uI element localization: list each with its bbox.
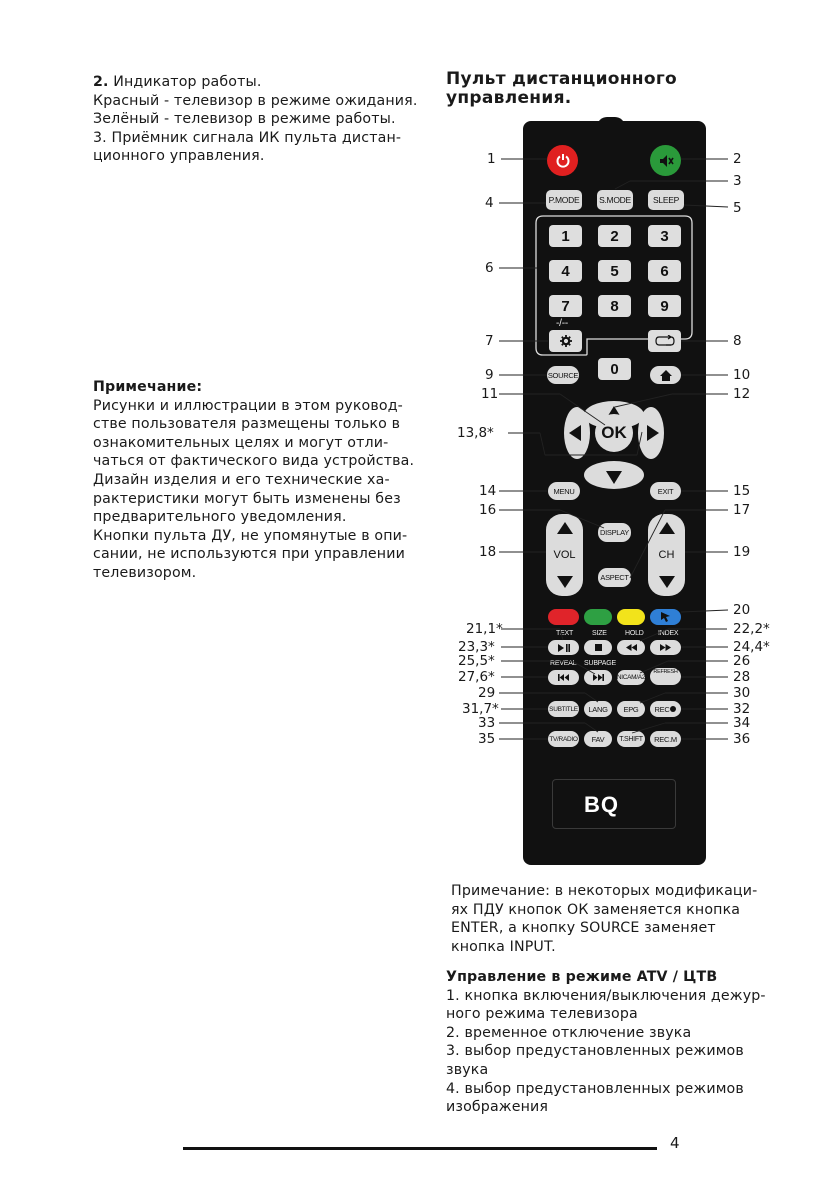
callout-35: 35 <box>478 731 496 747</box>
brand-logo: BQ <box>584 792 619 817</box>
note-line: кнопка INPUT. <box>451 938 556 955</box>
note-line: стве пользователя размещены только в <box>93 416 401 433</box>
digit-8-button: 8 <box>598 295 631 317</box>
callout-23-3: 23,3* <box>458 639 495 655</box>
note-line: ях ПДУ кнопок ОК заменяется кнопка <box>451 901 741 918</box>
callout-32: 32 <box>733 701 751 717</box>
callout-10: 10 <box>733 367 751 383</box>
note-line: Рисунки и иллюстрации в этом руковод- <box>93 397 403 414</box>
gear-icon <box>560 335 572 347</box>
subpage-label: SUBPAGE <box>584 660 616 667</box>
mute-button <box>650 145 681 176</box>
callout-4: 4 <box>485 195 494 211</box>
indicator-line-1 <box>93 73 428 92</box>
indicator-description <box>93 73 428 166</box>
digit-6-button: 6 <box>648 260 681 282</box>
callout-28: 28 <box>733 669 751 685</box>
section-heading: Управление в режиме ATV / ЦТВ <box>446 969 718 985</box>
nicam-button: NICAM/A2 <box>617 670 645 685</box>
note-line: чаться от фактического вида устройства. <box>93 453 415 470</box>
indicator-line-4: 3. Приёмник сигнала ИК пульта дистан- <box>93 129 402 146</box>
callout-27-6: 27,6* <box>458 669 495 685</box>
refresh-button: REFRESH <box>650 668 681 685</box>
next-button <box>584 670 612 685</box>
note-line: ознакомительных целях и могут отли- <box>93 434 389 451</box>
list-line: 2. временное отключение звука <box>446 1024 692 1041</box>
note-line: Примечание: в некоторых модификаци- <box>451 883 758 899</box>
previous-button <box>548 670 579 685</box>
hold-label: HOLD <box>625 630 644 637</box>
cursor-icon <box>661 612 670 622</box>
rec-label: REC <box>654 704 670 714</box>
callout-18: 18 <box>479 544 497 560</box>
size-label: SIZE <box>592 630 607 637</box>
callout-14: 14 <box>479 483 497 499</box>
note-line: рактеристики могут быть изменены без <box>93 490 401 507</box>
digit-3-button: 3 <box>648 225 681 247</box>
remote-section-title <box>446 70 677 108</box>
callout-16: 16 <box>479 502 497 518</box>
page-number: 4 <box>670 1134 680 1152</box>
tshift-button: T.SHIFT <box>617 731 645 747</box>
callout-31-7: 31,7* <box>462 701 499 717</box>
recall-icon <box>654 335 676 347</box>
rewind-button <box>617 640 645 655</box>
callout-13-8: 13,8* <box>457 425 494 441</box>
navigation-dpad <box>561 397 667 493</box>
list-line: 4. выбор предустановленных режимов <box>446 1080 744 1097</box>
enter-input-note <box>451 882 771 956</box>
fav-button: FAV <box>584 731 612 747</box>
callout-9: 9 <box>485 367 494 383</box>
home-icon <box>660 370 672 381</box>
power-button <box>547 145 578 176</box>
callout-30: 30 <box>733 685 751 701</box>
rec-button <box>650 701 681 717</box>
illustration-note <box>93 378 428 583</box>
note-line: сании, не используются при управлении <box>93 546 405 563</box>
callout-22-2: 22,2* <box>733 621 770 637</box>
digit-4-button: 4 <box>549 260 582 282</box>
channel-up-icon <box>659 522 675 534</box>
home-button <box>650 366 681 384</box>
digit-5-button: 5 <box>598 260 631 282</box>
recm-button: REC.M <box>650 731 681 747</box>
callout-7: 7 <box>485 333 494 349</box>
callout-17: 17 <box>733 502 751 518</box>
green-button <box>584 609 612 625</box>
callout-33: 33 <box>478 715 496 731</box>
note-heading: Примечание: <box>93 379 203 395</box>
aspect-button: ASPECT <box>598 568 631 587</box>
list-line: 1. кнопка включения/выключения дежур- <box>446 987 766 1004</box>
index-label: INDEX <box>658 630 679 637</box>
callout-11: 11 <box>481 386 499 402</box>
red-button <box>548 609 579 625</box>
fast-forward-button <box>650 640 681 655</box>
settings-button <box>549 330 582 352</box>
note-line: предварительного уведомления. <box>93 509 347 526</box>
record-dot-icon <box>670 706 676 712</box>
callout-20: 20 <box>733 602 751 618</box>
volume-up-icon <box>557 522 573 534</box>
epg-button: EPG <box>617 701 645 717</box>
smode-button: S.MODE <box>597 190 633 210</box>
callout-29: 29 <box>478 685 496 701</box>
recall-button <box>648 330 681 352</box>
stop-icon <box>595 644 602 651</box>
indicator-line-3: Зелёный - телевизор в режиме работы. <box>93 111 396 128</box>
dash-label: -/-- <box>556 318 568 329</box>
source-button: SOURCE <box>547 366 579 384</box>
fast-forward-icon <box>660 644 671 651</box>
menu-button: MENU <box>548 482 580 500</box>
vol-label: VOL <box>553 549 576 561</box>
exit-button: EXIT <box>650 482 681 500</box>
channel-down-icon <box>659 576 675 588</box>
note-line: Кнопки пульта ДУ, не упомянутые в опи- <box>93 527 408 544</box>
callout-26: 26 <box>733 653 751 669</box>
item-text: Индикатор работы. <box>108 74 262 90</box>
reveal-label: REVEAL <box>550 660 577 667</box>
callout-34: 34 <box>733 715 751 731</box>
callout-8: 8 <box>733 333 742 349</box>
callout-6: 6 <box>485 260 494 276</box>
mute-icon <box>658 153 674 169</box>
list-line: изображения <box>446 1099 549 1116</box>
digit-9-button: 9 <box>648 295 681 317</box>
subtitle-button: SUBTITLE <box>548 701 579 717</box>
pmode-button: P.MODE <box>546 190 582 210</box>
yellow-button <box>617 609 645 625</box>
list-line: 3. выбор предустановленных режимов <box>446 1043 744 1060</box>
title-line-1: Пульт дистанционного <box>446 69 677 89</box>
note-line: телевизором. <box>93 564 197 581</box>
callout-36: 36 <box>733 731 751 747</box>
callout-5: 5 <box>733 200 742 216</box>
channel-rocker <box>648 514 685 596</box>
stop-button <box>584 640 612 655</box>
digit-2-button: 2 <box>598 225 631 247</box>
ch-label: CH <box>658 549 675 561</box>
callout-19: 19 <box>733 544 751 560</box>
digit-0-button: 0 <box>598 358 631 380</box>
tvradio-button: TV/RADIO <box>548 731 579 747</box>
callout-3: 3 <box>733 173 742 189</box>
rewind-icon <box>626 644 637 651</box>
volume-down-icon <box>557 576 573 588</box>
list-line: звука <box>446 1061 489 1078</box>
atv-control-section <box>446 968 781 1117</box>
sleep-button: SLEEP <box>648 190 684 210</box>
title-line-2: управления. <box>446 88 572 108</box>
previous-icon <box>558 674 569 681</box>
callout-15: 15 <box>733 483 751 499</box>
text-label: TEXT <box>556 630 574 637</box>
callout-24-4: 24,4* <box>733 639 770 655</box>
callout-1: 1 <box>487 151 496 167</box>
volume-rocker <box>546 514 583 596</box>
next-icon <box>593 674 604 681</box>
indicator-line-5: ционного управления. <box>93 148 265 165</box>
note-line: ENTER, а кнопку SOURCE заменяет <box>451 920 716 937</box>
callout-25-5: 25,5* <box>458 653 495 669</box>
digit-1-button: 1 <box>549 225 582 247</box>
ok-label: OK <box>601 423 627 442</box>
digit-7-button: 7 <box>549 295 582 317</box>
item-number: 2. <box>93 74 109 90</box>
play-pause-icon <box>558 644 570 652</box>
lang-button: LANG <box>584 701 612 717</box>
display-button: DISPLAY <box>598 523 631 542</box>
footer-rule <box>183 1147 657 1150</box>
play-pause-button <box>548 640 579 655</box>
blue-button <box>650 609 681 625</box>
callout-2: 2 <box>733 151 742 167</box>
callout-21-1: 21,1* <box>466 621 503 637</box>
list-line: ного режима телевизора <box>446 1006 638 1023</box>
callout-12: 12 <box>733 386 751 402</box>
indicator-line-2: Красный - телевизор в режиме ожидания. <box>93 92 418 109</box>
power-icon <box>555 153 571 169</box>
note-line: Дизайн изделия и его технические ха- <box>93 471 390 488</box>
